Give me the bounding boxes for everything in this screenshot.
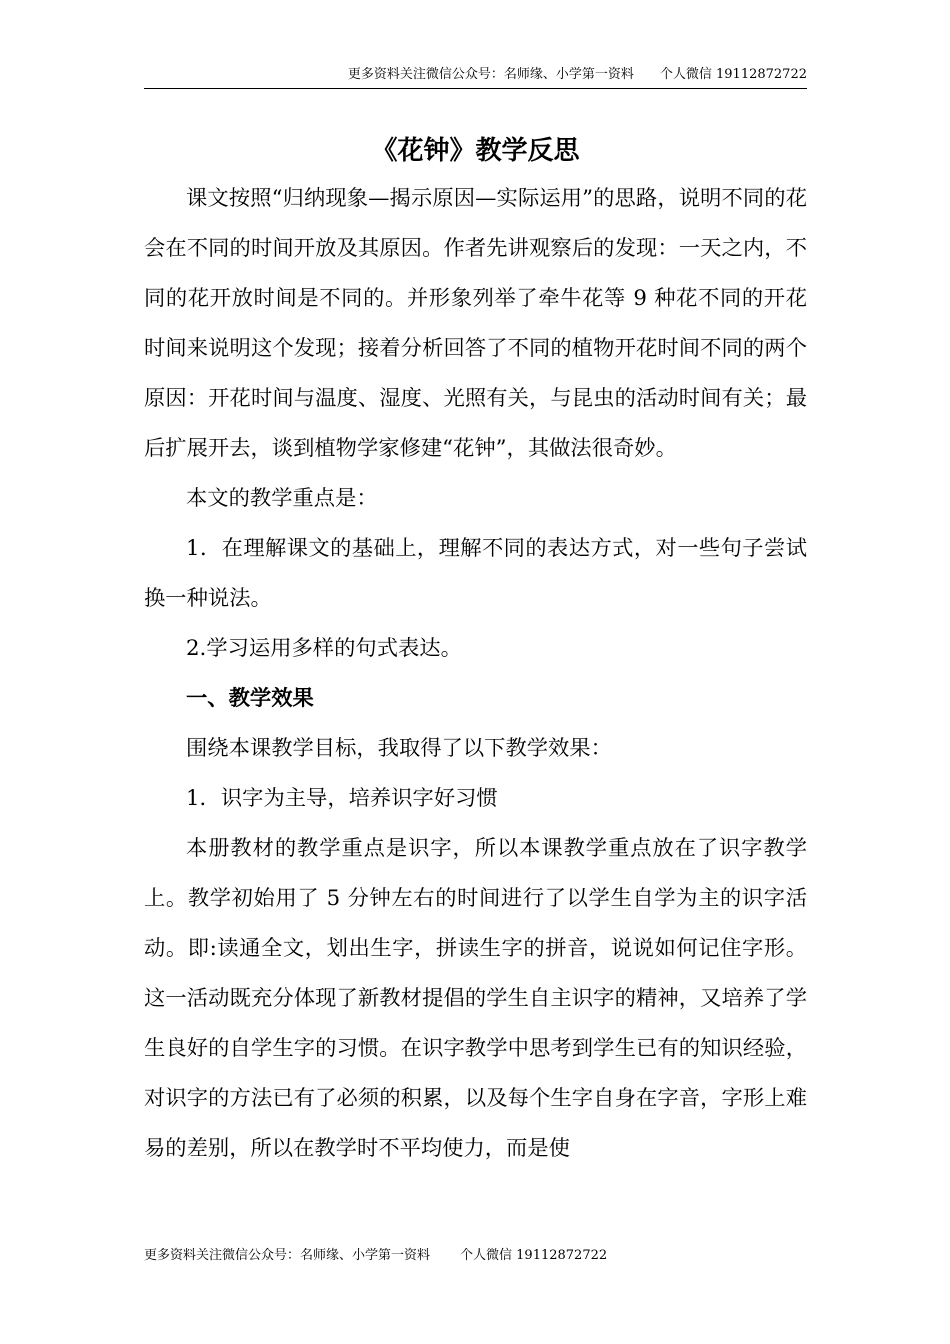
literacy-paragraph: 本册教材的教学重点是识字，所以本课教学重点放在了识字教学上。教学初始用了 5 分钟左右的时间进行了以学生自学为主的识字活动。即:读通全文，划出生字，拼读生字的拼音，说说如何记住字形。这一活动既充分体现了新教材提倡的学生自主识字的精神，又培养了学生良好的自学生字的习惯。在识字教学中思考到学生已有的知识经验，对识字的方法已有了必须的积累，以及每个生字自身在字音，字形上难易的差别，所以在教学时不平均使力，而是使 <box>144 836 807 1161</box>
effect-subheading-1: 1．识字为主导，培养识字好习惯 <box>186 786 498 811</box>
page-header <box>144 66 807 89</box>
document-body <box>144 174 807 1174</box>
focus-item-1: 1．在理解课文的基础上，理解不同的表达方式，对一些句子尝试换一种说法。 <box>144 536 807 611</box>
intro-paragraph: 课文按照“归纳现象—揭示原因—实际运用”的思路，说明不同的花会在不同的时间开放及其原因。作者先讲观察后的发现：一天之内，不同的花开放时间是不同的。并形象列举了牵牛花等 9 种花不同的开花时间来说明这个发现；接着分析回答了不同的植物开花时间不同的两个原因：开花时间与温度、湿度、光照有关，与昆虫的活动时间有关；最后扩展开去，谈到植物学家修建“花钟”，其做法很奇妙。 <box>144 186 807 461</box>
footer-contact-text: 个人微信 19112872722 <box>460 1248 608 1263</box>
page-footer <box>144 1247 607 1265</box>
effect-intro-paragraph: 围绕本课教学目标，我取得了以下教学效果： <box>186 736 612 761</box>
header-promo-text: 更多资料关注微信公众号：名师缘、小学第一资料 <box>347 67 634 82</box>
footer-promo-text: 更多资料关注微信公众号：名师缘、小学第一资料 <box>144 1248 431 1263</box>
focus-item-2: 2.学习运用多样的句式表达。 <box>186 636 462 661</box>
document-title: 《花钟》教学反思 <box>371 136 580 166</box>
focus-intro-paragraph: 本文的教学重点是： <box>186 486 378 511</box>
header-contact-text: 个人微信 19112872722 <box>659 67 807 82</box>
section-heading-teaching-effect: 一、教学效果 <box>186 686 314 711</box>
